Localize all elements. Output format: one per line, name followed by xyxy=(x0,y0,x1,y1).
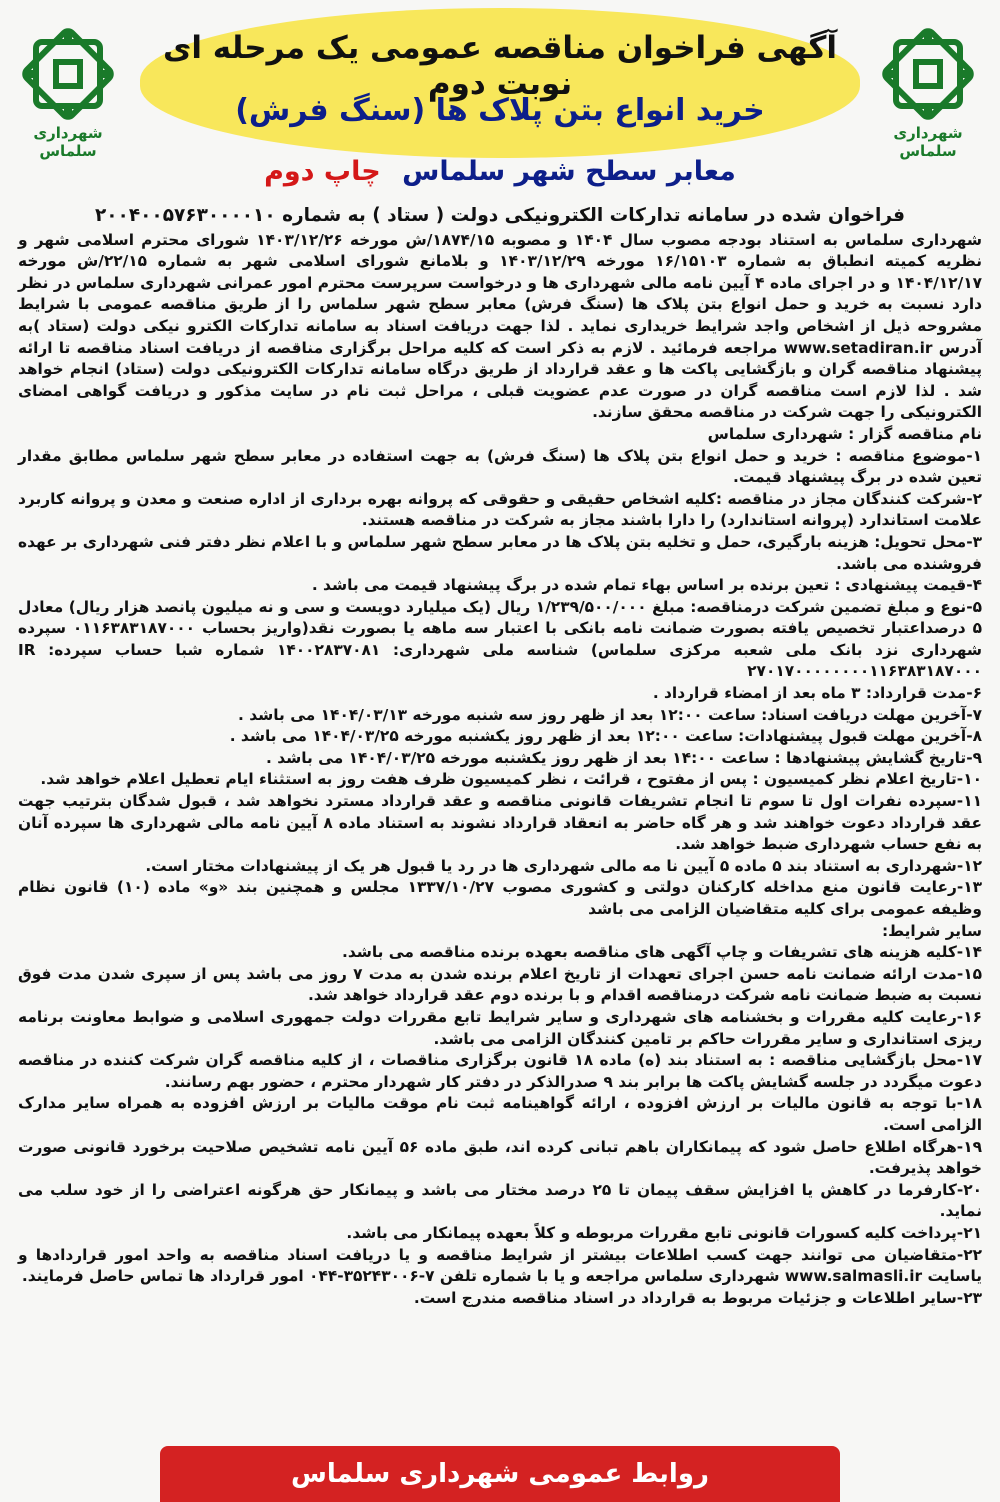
setad-title: فراخوان شده در سامانه تدارکات الکترونیکی دولت ( ستاد ) به شماره ۲۰۰۴۰۰۵۷۶۳۰۰۰۰۱۰ xyxy=(94,205,906,226)
item-7: ۷-آخرین مهلت دریافت اسناد: ساعت ۱۲:۰۰ بعد از ظهر روز سه شنبه مورخه ۱۴۰۴/۰۳/۱۳ می باشد . xyxy=(238,705,982,724)
intro-paragraph xyxy=(18,230,982,424)
item-22-after: شهرداری سلماس مراجعه و یا با شماره تلفن ۷-۳۵۲۴۳۰۰۶-۰۴۴ امور قرارداد ها تماس حاصل فرمایند. xyxy=(21,1267,780,1286)
salmas-link[interactable]: www.salmasli.ir xyxy=(784,1267,923,1286)
notice-title: آگهی فراخوان مناقصه عمومی یک مرحله ای نوبت دوم xyxy=(162,30,838,102)
municipality-logo-right xyxy=(868,28,988,160)
intro-after: مراجعه فرمائید . لازم به ذکر است که کلیه مراحل برگزاری مناقصه از دریافت اسناد مناقصه تا ارائه پیشنهاد مناقصه گران و بازگشایی پاکت ها و عقد قرارداد از طریق درگاه سامانه تدارکات الکترونیکی دولت (ستاد) انجام خواهد شد . لذا لازم است مناقصه گران در صورت عدم عضویت قبلی ، مراحل ثبت نام در سایت مذکور و دریافت گواهی امضای الکترونیکی را جهت شرکت در مناقصه محقق سازند. xyxy=(18,338,982,422)
item-22-text: ۲۲-متقاضیان می توانند جهت کسب اطلاعات بیشتر از شرایط مناقصه و یا دریافت اسناد مناقصه به واحد امور قراردادها و یاسایت xyxy=(18,1245,982,1286)
item-11: ۱۱-سپرده نفرات اول تا سوم تا انجام تشریفات قانونی مناقصه و عقد قرارداد مسترد نخواهد شد ، قبول شدگان بترتیب جهت عقد قرارداد دعوت خواهند شد و هر گاه حاضر به انعقاد قرارداد نشوند به استناد ماده ۸ آیین نامه مالی شهرداری ها سپرده آنان به نفع حساب شهرداری ضبط خواهد شد. xyxy=(18,792,982,854)
item-8: ۸-آخرین مهلت قبول پیشنهادات: ساعت ۱۲:۰۰ بعد از ظهر روز یکشنبه مورخه ۱۴۰۴/۰۳/۲۵ می باشد . xyxy=(229,727,982,746)
item-15: ۱۵-مدت ارائه ضمانت نامه حسن اجرای تعهدات از تاریخ اعلام برنده شدن به مدت ۷ روز می باشد پس از سپری شدن مدت فوق نسبت به ضبط ضمانت نامه شرکت درمناقصه اقدام و با برنده دوم عقد قرارداد خواهد شد. xyxy=(18,964,983,1005)
item-6: ۶-مدت قرارداد: ۳ ماه بعد از امضاء قرارداد . xyxy=(652,684,982,703)
item-12: ۱۲-شهرداری به استناد بند ۵ ماده ۵ آیین نا مه مالی شهرداری ها در رد یا قبول هر یک از پیشنهادات مختار است. xyxy=(145,856,982,875)
municipality-emblem-icon xyxy=(22,28,114,120)
item-18: ۱۸-با توجه به قانون مالیات بر ارزش افزوده ، ارائه گواهینامه ثبت نام موقت مالیات بر ارزش افزوده به همراه سایر مدارک الزامی است. xyxy=(18,1094,982,1134)
other-conditions-heading: سایر شرایط: xyxy=(881,921,982,940)
notice-line3-main: معابر سطح شهر سلماس xyxy=(402,156,736,187)
item-22 xyxy=(18,1245,982,1288)
item-16: ۱۶-رعایت کلیه مقررات و بخشنامه های شهرداری و سایر شرایط تابع مقررات دولت جمهوری اسلامی و ضوابط معاونت برنامه ریزی استانداری و سایر مقررات حاکم بر تامین کنندگان الزامی می باشد. xyxy=(18,1007,982,1048)
edition-label: چاپ دوم xyxy=(264,156,381,187)
public-relations-footer: روابط عمومی شهرداری سلماس xyxy=(160,1446,840,1502)
item-23: ۲۳-سایر اطلاعات و جزئیات مربوط به قرارداد در اسناد مناقصه مندرج است. xyxy=(413,1288,982,1307)
item-14: ۱۴-کلیه هزینه های تشریفات و چاپ آگهی های مناقصه بعهده برنده مناقصه می باشد. xyxy=(342,943,982,962)
item-21: ۲۱-پرداخت کلیه کسورات قانونی تابع مقررات مربوطه و کلاً بعهده پیمانکار می باشد. xyxy=(346,1223,982,1242)
item-17: ۱۷-محل بازگشایی مناقصه : به استناد بند (ه) ماده ۱۸ قانون برگزاری مناقصات ، از کلیه مناقصه گران شرکت کننده در مناقصه دعوت میگردد در جلسه گشایش پاکت ها برابر بند ۹ صدرالذکر در دفتر کار شهردار محترم ، حضور بهم رسانند. xyxy=(18,1051,982,1091)
item-19: ۱۹-هرگاه اطلاع حاصل شود که پیمانکاران باهم تبانی کرده اند، طبق ماده ۵۶ آیین نامه تشخیص صلاحیت برخورد قانونی صورت خواهد پذیرفت. xyxy=(18,1137,982,1178)
item-20: ۲۰-کارفرما در کاهش یا افزایش سقف پیمان تا ۲۵ درصد مختار می باشد و پیمانکار حق هرگونه اعتراضی را از خود سلب می نماید. xyxy=(18,1180,982,1221)
notice-header xyxy=(140,8,860,196)
item-13: ۱۳-رعایت قانون منع مداخله کارکنان دولتی و کشوری مصوب ۱۳۳۷/۱۰/۲۷ مجلس و همچنین بند «و» ماده (۱۰) قانون نظام وظیفه عمومی برای کلیه متقاضیان الزامی می باشد xyxy=(18,878,982,918)
item-1: ۱-موضوع مناقصه : خرید و حمل انواع بتن پلاک ها (سنگ فرش) به جهت استفاده در معابر سطح شهر سلماس مطابق مقدار تعین شده در برگ پیشنهاد قیمت. xyxy=(18,446,982,487)
municipality-emblem-icon xyxy=(882,28,974,120)
item-5: ۵-نوع و مبلغ تضمین شرکت درمناقصه: مبلغ ۱/۲۳۹/۵۰۰/۰۰۰ ریال (یک میلیارد دویست و سی و نه میلیون پانصد هزار ریال) معادل ۵ درصداعتبار تخصیص یافته بصورت ضمانت نامه بانکی با اعتبار سه ماهه یا بصورت نقد(واریز بحساب ۰۱۱۶۳۸۳۱۸۷۰۰۰ سپرده شهرداری نزد بانک ملی شعبه مرکزی سلماس) شناسه ملی شهرداری: ۱۴۰۰۲۸۳۷۰۸۱ شماره شبا حساب سپرده: IR ۲۷۰۱۷۰۰۰۰۰۰۰۰۱۱۶۳۸۳۱۸۷۰۰۰ xyxy=(18,597,982,681)
tenderer-line: نام مناقصه گزار : شهرداری سلماس xyxy=(707,424,982,443)
item-9: ۹-تاریخ گشایش پیشنهادها : ساعت ۱۴:۰۰ بعد از ظهر روز یکشنبه مورخه ۱۴۰۴/۰۳/۲۵ می باشد . xyxy=(266,748,982,767)
notice-body xyxy=(18,205,982,1445)
setad-link[interactable]: www.setadiran.ir xyxy=(783,338,933,357)
notice-line3 xyxy=(140,156,860,187)
notice-subtitle: خرید انواع بتن پلاک ها (سنگ فرش) xyxy=(235,93,765,128)
item-4: ۴-قیمت پیشنهادی : تعین برنده بر اساس بهاء تمام شده در برگ پیشنهاد قیمت می باشد . xyxy=(311,576,982,595)
intro-text: شهرداری سلماس به استناد بودجه مصوب سال ۱۴۰۴ و مصوبه ۱۸۷۴/۱۵/ش مورخه ۱۴۰۳/۱۲/۲۶ شورای محترم اسلامی شهر و نظریه کمیته انطباق به شماره ۱۶/۱۵۱۰۳ مورخه ۱۴۰۳/۱۲/۲۹ و بلامانع شورای اسلامی شهر به شماره ۲۲/۱۵/ش مورخه ۱۴۰۴/۱۲/۱۷ و در اجرای ماده ۴ آیین نامه مالی شهرداری ها و درخواست سرپرست محترم امور عمرانی شهرداری سلماس در نظر دارد نسبت به خرید و حمل انواع بتن پلاک ها (سنگ فرش) معابر سطح شهر سلماس را از طریق مناقصه عمومی با شرایط مشروحه ذیل از اشخاص واجد شرایط خریداری نماید . لذا جهت دریافت اسناد به سامانه تدارکات الکترو نیکی دولت (ستاد )به آدرس xyxy=(18,230,983,357)
logo-left-label: شهرداری سلماس xyxy=(33,124,103,160)
logo-right-label: شهرداری سلماس xyxy=(893,124,963,160)
municipality-logo-left xyxy=(8,28,128,160)
item-3: ۳-محل تحویل: هزینه بارگیری، حمل و تخلیه بتن پلاک ها در معابر سطح شهر سلماس و با اعلام نظر دفتر فنی شهرداری بر عهده فروشنده می باشد. xyxy=(18,532,982,573)
item-2: ۲-شرکت کنندگان مجاز در مناقصه :کلیه اشخاص حقیقی و حقوقی که پروانه بهره برداری از اداره صنعت و معدن و پروانه کاربرد علامت استاندارد (پروانه استاندارد) را دارا باشند مجاز به شرکت در مناقصه هستند. xyxy=(18,489,982,530)
item-10: ۱۰-تاریخ اعلام نظر کمیسیون : پس از مفتوح ، قرائت ، نظر کمیسیون ظرف هفت روز به استثناء ایام تعطیل اعلام خواهد شد. xyxy=(40,770,982,789)
